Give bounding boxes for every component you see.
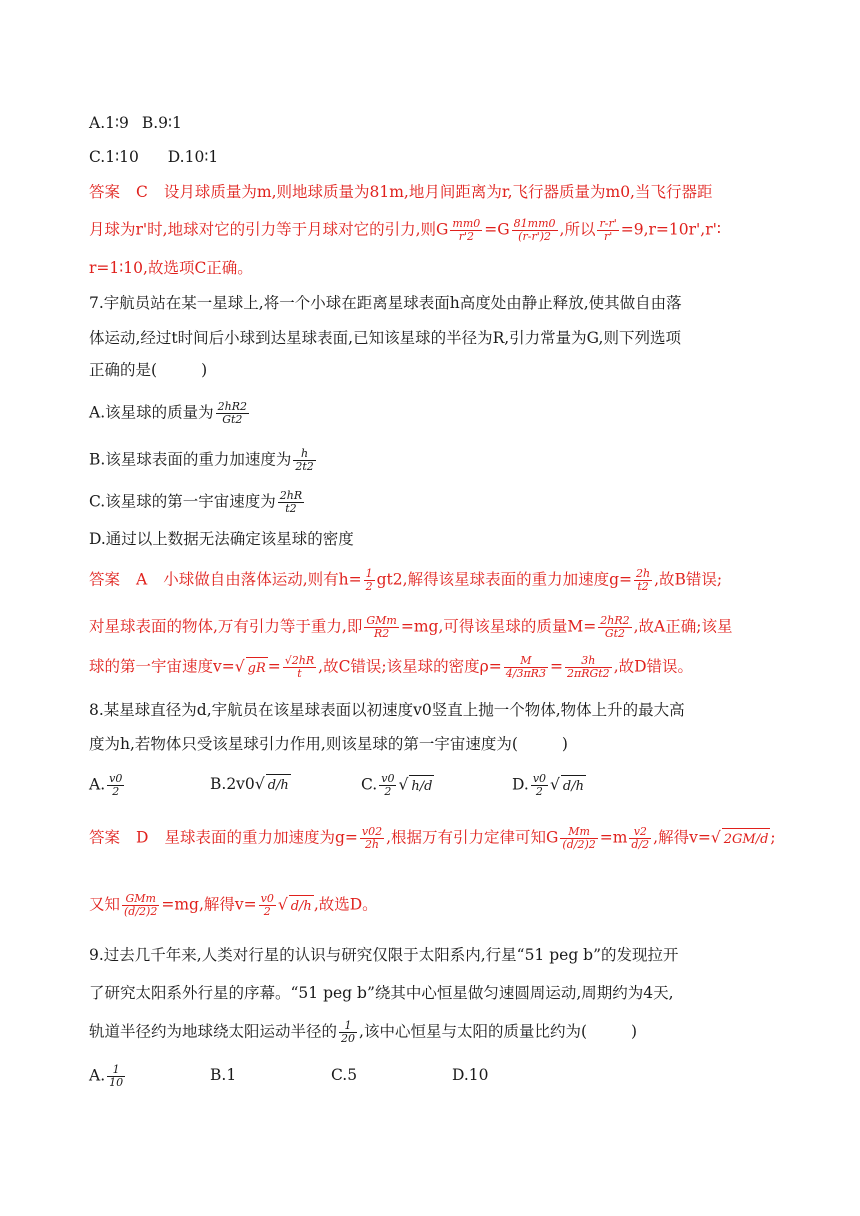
answer-text: =mg,可得该星球的质量M= (400, 617, 597, 636)
fraction-numerator: 1 (365, 567, 373, 580)
formula-fraction (512, 218, 558, 243)
answer-text: ,故A正确;该星 (633, 617, 733, 636)
q9-option-c: C.5 (331, 1066, 358, 1084)
fraction-numerator: v0 (260, 892, 274, 905)
formula-fraction (379, 773, 396, 798)
q7-stem-line1: 7.宇航员站在某一星球上,将一个小球在距离星球表面h高度处由静止释放,使其做自由落 (89, 294, 682, 312)
fraction-denominator: t (297, 667, 302, 680)
formula-fraction (122, 893, 159, 918)
q6-options-row2 (89, 146, 218, 168)
answer-text: ,根据万有引力定律可知G (386, 828, 559, 847)
q9-option-b: B.1 (210, 1066, 237, 1084)
sqrt-radicand: d/h (266, 774, 291, 797)
q6-answer-line3 (89, 257, 253, 279)
q8-answer-line1 (89, 826, 776, 851)
answer-text: = (267, 657, 281, 676)
option-text: B.该星球表面的重力加速度为 (89, 450, 292, 469)
fraction-numerator: 2hR2 (600, 614, 630, 627)
q7-answer-line3 (89, 655, 693, 680)
q8-option-a (89, 773, 126, 798)
fraction-denominator: 2πRGt2 (566, 667, 610, 680)
fraction-numerator: 2hR (279, 489, 303, 502)
option-text: A. (89, 775, 106, 794)
fraction-denominator: 10 (109, 1076, 124, 1089)
answer-text: ,故C错误;该星球的密度ρ= (318, 657, 502, 676)
answer-label: 答案 (89, 183, 121, 201)
question-text: 正确的是( (89, 361, 158, 379)
formula-fraction (293, 448, 315, 473)
q8-option-c (361, 773, 434, 798)
answer-text: ; (770, 828, 776, 847)
answer-text: 小球做自由落体运动,则有h= (163, 570, 362, 589)
fraction-denominator: R2 (373, 627, 390, 640)
fraction-numerator: v2 (629, 826, 651, 839)
fraction-numerator: 2h (635, 567, 651, 580)
answer-text: ,故B错误; (654, 570, 723, 589)
q6-option-a: A.1∶9 (89, 114, 129, 132)
formula-fraction (107, 773, 124, 798)
question-text: ) (201, 361, 208, 379)
fraction-numerator: 1 (339, 1020, 357, 1033)
formula-fraction (364, 615, 398, 640)
fraction-numerator: r-r' (599, 217, 617, 230)
sqrt-symbol: √ (550, 775, 560, 794)
q8-option-b (210, 773, 291, 797)
fraction-numerator: mm0 (452, 217, 481, 230)
q8-stem-line1: 8.某星球直径为d,宇航员在该星球表面以初速度v0竖直上抛一个物体,物体上升的最大高 (89, 701, 685, 719)
formula-fraction (107, 1064, 125, 1089)
fraction-numerator: v0 (109, 772, 123, 785)
answer-text: 设月球质量为m,则地球质量为81m,地月间距离为r,飞行器质量为m0,当飞行器距 (163, 183, 713, 201)
formula-fraction (364, 568, 375, 593)
option-text: A. (89, 1066, 106, 1085)
q9-option-a (89, 1064, 127, 1089)
answer-text: 对星球表面的物体,万有引力等于重力,即 (89, 617, 363, 636)
formula-fraction (216, 401, 249, 426)
q6-answer-line1 (89, 181, 713, 203)
fraction-denominator: 20 (341, 1032, 356, 1045)
fraction-numerator: v0 (381, 772, 395, 785)
q7-answer-line2 (89, 615, 732, 640)
question-text: 度为h,若物体只受该星球引力作用,则该星球的第一宇宙速度为( (89, 735, 518, 753)
sqrt-radicand: d/h (289, 895, 314, 918)
answer-text: =G (484, 220, 510, 239)
question-text: ,该中心恒星与太阳的质量比约为( (359, 1022, 587, 1041)
answer-text: r=1∶10,故选项C正确。 (89, 259, 253, 277)
answer-text: =m (599, 828, 628, 847)
answer-text: = (549, 657, 563, 676)
answer-text: ,所以 (559, 220, 596, 239)
answer-text: 月球为r'时,地球对它的引力等于月球对它的引力,则G (89, 220, 449, 239)
q6-option-b: B.9∶1 (141, 114, 182, 132)
option-text: B.2v0 (210, 775, 255, 793)
q6-option-c: C.1∶10 (89, 148, 139, 166)
option-text: C.该星球的第一宇宙速度为 (89, 492, 276, 511)
formula-fraction (450, 218, 482, 243)
sqrt-symbol: √ (254, 775, 265, 793)
q7-option-b (89, 448, 318, 473)
fraction-denominator: Gt2 (604, 627, 626, 640)
sqrt-radicand: gR (246, 657, 268, 680)
answer-text: ,故D错误。 (613, 657, 694, 676)
formula-fraction (560, 826, 597, 851)
answer-text: =mg,解得v= (161, 895, 257, 914)
sqrt-symbol: √ (710, 828, 721, 847)
answer-text: gt2,解得该星球表面的重力加速度g= (376, 570, 632, 589)
formula-fraction (339, 1020, 357, 1045)
formula-fraction (283, 655, 316, 680)
fraction-denominator: (d/2)2 (562, 838, 596, 851)
option-text: C. (361, 775, 378, 794)
formula-fraction (629, 826, 651, 851)
question-text: 轨道半径约为地球绕太阳运动半径的 (89, 1022, 338, 1041)
formula-fraction (597, 218, 618, 243)
q9-stem-line1: 9.过去几千年来,人类对行星的认识与研究仅限于太阳系内,行星“51 peg b”的发现拉开 (89, 946, 679, 964)
fraction-denominator: (r-r')2 (518, 230, 552, 243)
q8-option-d (512, 773, 586, 798)
sqrt-symbol: √ (234, 657, 245, 676)
fraction-denominator: Gt2 (222, 413, 243, 426)
fraction-denominator: 2t2 (295, 460, 314, 473)
formula-fraction (531, 773, 548, 798)
sqrt-symbol: √ (277, 895, 288, 914)
answer-text: 又知 (89, 895, 121, 914)
option-text: D. (512, 775, 529, 794)
answer-label: 答案 (89, 828, 121, 847)
question-text: ) (631, 1022, 638, 1041)
sqrt-radicand: 2GM/d (722, 828, 771, 851)
answer-text: ,故选D。 (313, 895, 378, 914)
q9-stem-line3 (89, 1020, 637, 1045)
fraction-denominator: 2h (364, 838, 380, 851)
fraction-denominator: r'2 (458, 230, 474, 243)
formula-fraction (565, 655, 612, 680)
fraction-numerator: v02 (361, 825, 383, 838)
fraction-denominator: 4/3πR3 (505, 667, 546, 680)
q7-option-a (89, 401, 251, 426)
fraction-denominator: 2 (263, 905, 271, 918)
sqrt-symbol: √ (398, 775, 409, 794)
fraction-numerator: M (504, 655, 548, 668)
fraction-numerator: 3h (565, 655, 612, 668)
fraction-numerator: 2hR2 (217, 400, 247, 413)
q6-option-d: D.10∶1 (167, 148, 219, 166)
fraction-denominator: r' (603, 230, 613, 243)
fraction-numerator: 81mm0 (513, 217, 556, 230)
q7-option-d: D.通过以上数据无法确定该星球的密度 (89, 530, 354, 548)
answer-text: 球的第一宇宙速度v= (89, 657, 235, 676)
fraction-denominator: (d/2)2 (124, 905, 158, 918)
fraction-numerator: GMm (122, 893, 159, 906)
answer-key: C (136, 183, 148, 201)
q6-options-row1 (89, 112, 182, 134)
fraction-numerator: √2hR (284, 654, 315, 667)
fraction-denominator: t2 (285, 502, 297, 515)
fraction-denominator: 2 (384, 785, 392, 798)
answer-key: A (136, 570, 148, 589)
q9-option-d: D.10 (452, 1066, 489, 1084)
option-text: A.该星球的质量为 (89, 403, 214, 422)
fraction-denominator: 2 (112, 785, 120, 798)
q9-stem-line2: 了研究太阳系外行星的序幕。“51 peg b”绕其中心恒星做匀速圆周运动,周期约为4天, (89, 984, 674, 1002)
question-text: ) (561, 735, 568, 753)
formula-fraction (259, 893, 276, 918)
fraction-numerator: v0 (532, 772, 547, 785)
fraction-denominator: d/2 (631, 838, 650, 851)
answer-key: D (136, 828, 149, 847)
fraction-numerator: Mm (560, 826, 597, 839)
q8-answer-line2 (89, 893, 378, 918)
fraction-numerator: h (293, 448, 315, 461)
q8-stem-line2 (89, 733, 568, 755)
fraction-numerator: 1 (107, 1064, 125, 1077)
q7-option-c (89, 490, 306, 515)
answer-text: ,解得v= (653, 828, 711, 847)
formula-fraction (504, 655, 548, 680)
q7-stem-line2: 体运动,经过t时间后小球到达星球表面,已知该星球的半径为R,引力常量为G,则下列选项 (89, 329, 681, 347)
fraction-denominator: 2 (365, 580, 373, 593)
q7-answer-line1 (89, 568, 722, 593)
formula-fraction (360, 826, 384, 851)
fraction-denominator: 2 (535, 785, 543, 798)
sqrt-radicand: h/d (409, 775, 434, 798)
answer-text: =9,r=10r',r'∶ (620, 220, 721, 239)
q6-answer-line2 (89, 218, 721, 243)
fraction-denominator: t2 (637, 580, 649, 593)
q7-stem-line3 (89, 359, 207, 381)
sqrt-radicand: d/h (561, 775, 586, 798)
formula-fraction (598, 615, 631, 640)
fraction-numerator: GMm (366, 614, 397, 627)
formula-fraction (278, 490, 304, 515)
answer-label: 答案 (89, 570, 121, 589)
answer-text: 星球表面的重力加速度为g= (164, 828, 358, 847)
formula-fraction (634, 568, 652, 593)
